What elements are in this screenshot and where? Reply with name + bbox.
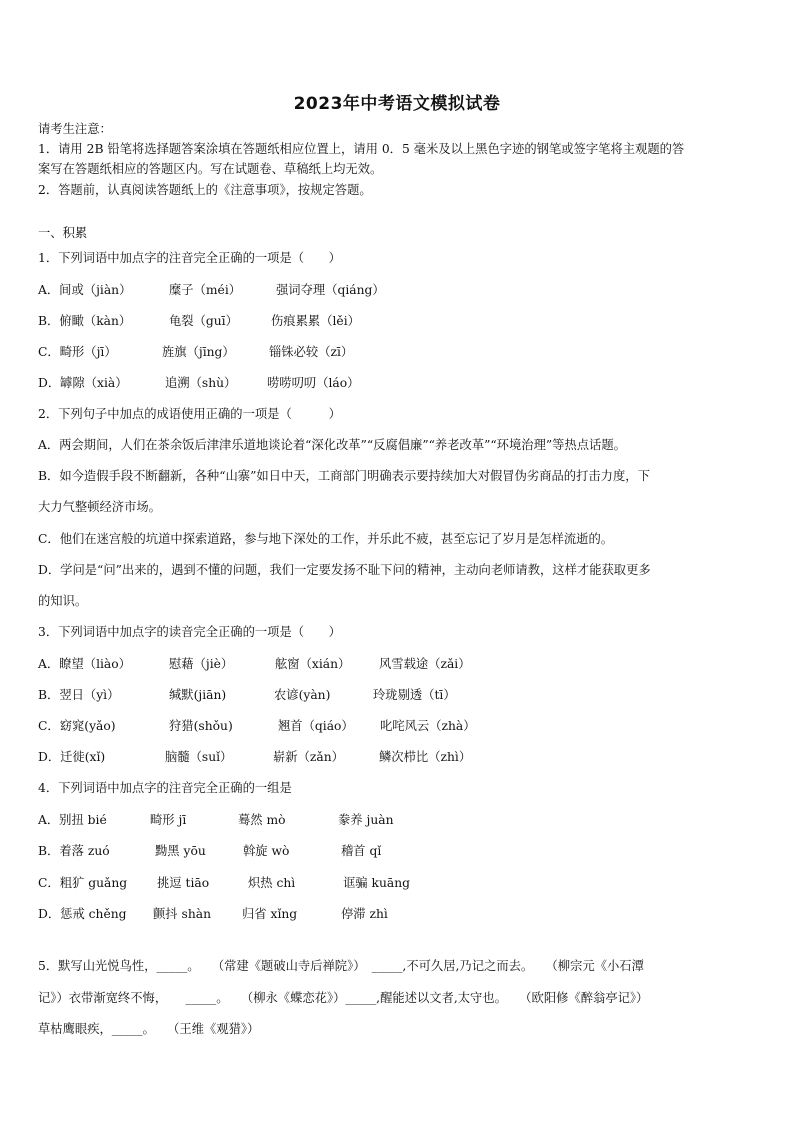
q5-line-3: 草枯鹰眼疾，_____。 （王维《观猎》） bbox=[38, 1022, 260, 1036]
page-title: 2023年中考语文模拟试卷 bbox=[293, 94, 501, 114]
q3-c-item-1: C．窈窕(yǎo) bbox=[38, 719, 116, 733]
q3-c-item-4: 叱咤风云（zhà） bbox=[380, 719, 476, 733]
q3-b-item-1: B．翌日（yì） bbox=[38, 688, 120, 702]
q2-option-d-line2: 的知识。 bbox=[38, 594, 88, 608]
q4-c-item-2: 挑逗 tiāo bbox=[157, 876, 210, 890]
q3-a-item-2: 慰藉（jiè） bbox=[169, 657, 234, 671]
q1-c-item-2: 旌旗（jīng） bbox=[162, 345, 235, 359]
q4-b-item-2: 黝黑 yōu bbox=[155, 844, 206, 858]
q4-d-item-3: 归省 xǐng bbox=[242, 907, 298, 921]
q2-stem: 2．下列句子中加点的成语使用正确的一项是（ ） bbox=[38, 407, 341, 421]
q2-option-b-line1: B．如今造假手段不断翻新，各种“山寨”如日中天，工商部门明确表示要持续加大对假冒伪劣商品的打击力度，下 bbox=[38, 469, 650, 483]
q2-option-c: C．他们在迷宫般的坑道中探索道路，参与地下深处的工作，并乐此不疲，甚至忘记了岁月是怎样流逝的。 bbox=[38, 532, 614, 546]
q4-b-item-3: 斡旋 wò bbox=[243, 844, 290, 858]
q4-d-item-1: D．惩戒 chěng bbox=[38, 907, 127, 921]
q3-c-item-3: 翘首（qiáo） bbox=[278, 719, 354, 733]
q1-a-item-1: A．间或（jiàn） bbox=[38, 283, 132, 297]
q3-a-item-4: 风雪载途（zǎi） bbox=[379, 657, 471, 671]
q5-line-2: 记》）衣带渐宽终不悔， _____。 （柳永《蝶恋花》）_____,醒能述以文者,太守也。 （欧阳修《醉翁亭记》） bbox=[38, 991, 649, 1005]
q1-b-item-1: B．俯瞰（kàn） bbox=[38, 314, 132, 328]
q4-stem: 4．下列词语中加点字的注音完全正确的一组是 bbox=[38, 781, 292, 795]
q3-d-item-3: 崭新（zǎn） bbox=[273, 750, 344, 764]
notice-line-1b: 案写在答题纸相应的答题区内。写在试题卷、草稿纸上均无效。 bbox=[38, 162, 383, 176]
notice-line-2: 2．答题前，认真阅读答题纸上的《注意事项》，按规定答题。 bbox=[38, 183, 372, 197]
q1-c-item-3: 锱铢必较（zī） bbox=[269, 345, 354, 359]
q1-b-item-2: 龟裂（guī） bbox=[169, 314, 238, 328]
q3-d-item-1: D．迁徙(xǐ) bbox=[38, 750, 106, 764]
q3-stem: 3．下列词语中加点字的读音完全正确的一项是（ ） bbox=[38, 625, 341, 639]
q4-a-item-4: 豢养 juàn bbox=[338, 813, 394, 827]
q4-a-item-2: 畸形 jī bbox=[150, 813, 187, 827]
q1-c-item-1: C．畸形（jī） bbox=[38, 345, 117, 359]
q4-b-item-1: B．着落 zuó bbox=[38, 844, 110, 858]
q1-a-item-3: 强词夺理（qiáng） bbox=[276, 283, 385, 297]
q4-c-item-3: 炽热 chì bbox=[248, 876, 296, 890]
q1-b-item-3: 伤痕累累（lěi） bbox=[271, 314, 360, 328]
q1-d-item-3: 唠唠叨叨（láo） bbox=[267, 376, 360, 390]
q2-option-a: A．两会期间，人们在茶余饭后津津乐道地谈论着“深化改革”“反腐倡廉”“养老改革”“环境治理”等热点话题。 bbox=[38, 438, 626, 452]
notice-heading: 请考生注意： bbox=[38, 122, 112, 136]
q3-d-item-2: 脑髓（suǐ） bbox=[165, 750, 233, 764]
q3-b-item-2: 缄默(jiān) bbox=[169, 688, 227, 702]
q5-line-1: 5．默写山光悦鸟性，_____。 （常建《题破山寺后禅院》） _____,不可久居,乃记之而去。 （柳宗元《小石潭 bbox=[38, 959, 644, 973]
q1-d-item-2: 追溯（shù） bbox=[165, 376, 237, 390]
q1-stem: 1．下列词语中加点字的注音完全正确的一项是（ ） bbox=[38, 251, 341, 265]
q1-a-item-2: 糜子（méi） bbox=[169, 283, 242, 297]
q4-a-item-3: 蓦然 mò bbox=[238, 813, 286, 827]
q4-a-item-1: A．别扭 bié bbox=[38, 813, 107, 827]
q2-option-d-line1: D．学问是“问”出来的，遇到不懂的问题，我们一定要发扬不耻下问的精神，主动向老师请教，这样才能获取更多 bbox=[38, 563, 651, 577]
section-heading: 一、积累 bbox=[38, 226, 88, 240]
q3-d-item-4: 鳞次栉比（zhì） bbox=[379, 750, 472, 764]
q3-a-item-1: A．瞭望（liào） bbox=[38, 657, 131, 671]
q4-c-item-4: 诓骗 kuāng bbox=[343, 876, 410, 890]
q3-c-item-2: 狩猎(shǒu) bbox=[169, 719, 233, 733]
q3-a-item-3: 舷窗（xián） bbox=[275, 657, 351, 671]
q4-b-item-4: 稽首 qǐ bbox=[341, 844, 382, 858]
q3-b-item-4: 玲珑剔透（tī） bbox=[373, 688, 456, 702]
q1-d-item-1: D．罅隙（xià） bbox=[38, 376, 128, 390]
q3-b-item-3: 农谚(yàn) bbox=[274, 688, 331, 702]
q4-c-item-1: C．粗犷 guǎng bbox=[38, 876, 128, 890]
notice-line-1a: 1．请用 2B 铅笔将选择题答案涂填在答题纸相应位置上，请用 0．5 毫米及以上黑色字迹的钢笔或签字笔将主观题的答 bbox=[38, 142, 685, 156]
q4-d-item-4: 停滞 zhì bbox=[341, 907, 388, 921]
q2-option-b-line2: 大力气整顿经济市场。 bbox=[38, 500, 161, 514]
q4-d-item-2: 颤抖 shàn bbox=[153, 907, 211, 921]
